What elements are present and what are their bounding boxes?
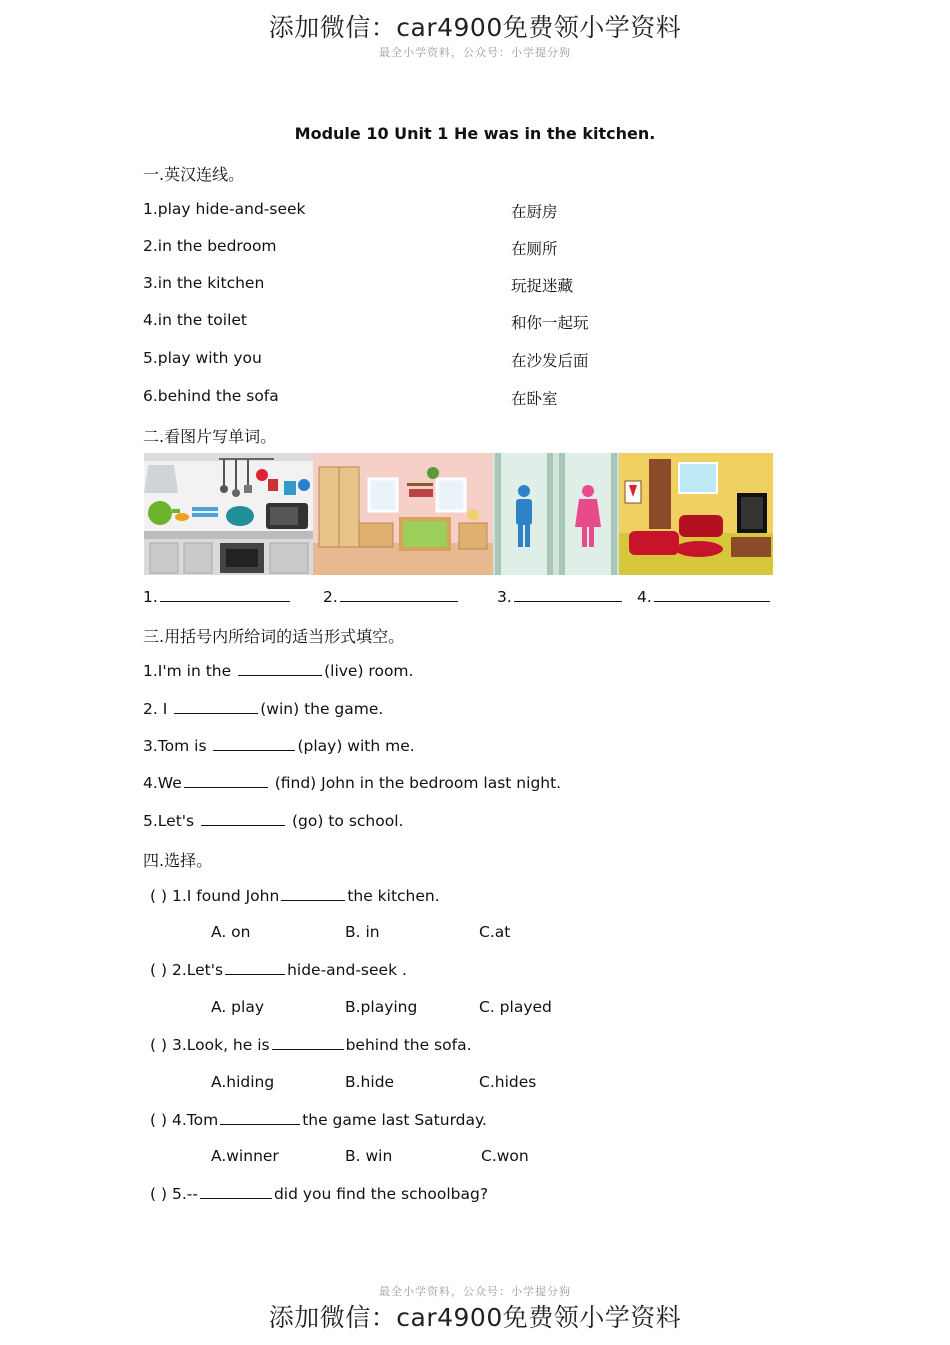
choice-4-option-c[interactable]: C.won bbox=[481, 1147, 529, 1165]
picture-answer-3[interactable]: 3. bbox=[497, 587, 624, 606]
fill-blank-4[interactable] bbox=[184, 773, 268, 788]
match-english-5: 5.play with you bbox=[143, 349, 262, 367]
choice-1-option-c[interactable]: C.at bbox=[479, 923, 511, 941]
section-4-heading: 四.选择。 bbox=[143, 851, 213, 870]
picture-answer-4[interactable]: 4. bbox=[637, 587, 772, 606]
bedroom-picture bbox=[313, 453, 493, 575]
toilet-picture bbox=[493, 453, 619, 575]
match-english-4: 4.in the toilet bbox=[143, 311, 247, 329]
match-chinese-1: 在厨房 bbox=[511, 203, 558, 221]
faint-footer: 最全小学资料，公众号：小学提分狗 bbox=[379, 1285, 571, 1298]
section-1-heading: 一.英汉连线。 bbox=[143, 165, 245, 184]
picture-answer-1[interactable]: 1. bbox=[143, 587, 292, 606]
fill-item-2: 2. I (win) the game. bbox=[143, 700, 384, 718]
choice-3-option-c[interactable]: C.hides bbox=[479, 1073, 537, 1091]
match-english-2: 2.in the bedroom bbox=[143, 237, 277, 255]
choice-3-option-b[interactable]: B.hide bbox=[345, 1073, 395, 1091]
choice-1-option-b[interactable]: B. in bbox=[345, 923, 380, 941]
answer-parenthesis[interactable]: ( ) bbox=[150, 961, 168, 979]
match-chinese-2: 在厕所 bbox=[511, 240, 558, 258]
fill-blank-2[interactable] bbox=[174, 699, 258, 714]
choice-4-option-a[interactable]: A.winner bbox=[211, 1147, 279, 1165]
choice-2-option-a[interactable]: A. play bbox=[211, 998, 265, 1016]
match-english-6: 6.behind the sofa bbox=[143, 387, 279, 405]
picture-answer-2[interactable]: 2. bbox=[323, 587, 460, 606]
fill-item-1: 1.I'm in the (live) room. bbox=[143, 662, 414, 680]
fill-item-4: 4.We (find) John in the bedroom last night. bbox=[143, 774, 562, 792]
choice-question-4: ( ) 4.Tom the game last Saturday. bbox=[150, 1111, 487, 1129]
match-chinese-6: 在卧室 bbox=[511, 390, 558, 408]
choice-1-option-a[interactable]: A. on bbox=[211, 923, 251, 941]
answer-parenthesis[interactable]: ( ) bbox=[150, 887, 168, 905]
answer-parenthesis[interactable]: ( ) bbox=[150, 1036, 168, 1054]
choice-question-2: ( ) 2.Let's hide-and-seek . bbox=[150, 961, 407, 979]
answer-parenthesis[interactable]: ( ) bbox=[150, 1111, 168, 1129]
choice-2-option-b[interactable]: B.playing bbox=[345, 998, 418, 1016]
worksheet-title: Module 10 Unit 1 He was in the kitchen. bbox=[294, 124, 656, 143]
faint-header: 最全小学资料，公众号：小学提分狗 bbox=[379, 46, 571, 59]
section-3-heading: 三.用括号内所给词的适当形式填空。 bbox=[143, 627, 405, 646]
match-chinese-4: 和你一起玩 bbox=[511, 314, 589, 332]
section-2-heading: 二.看图片写单词。 bbox=[143, 427, 277, 446]
fill-blank-3[interactable] bbox=[213, 736, 295, 751]
choice-3-option-a[interactable]: A.hiding bbox=[211, 1073, 275, 1091]
match-chinese-3: 玩捉迷藏 bbox=[511, 277, 574, 295]
fill-item-5: 5.Let's (go) to school. bbox=[143, 812, 404, 830]
choice-2-option-c[interactable]: C. played bbox=[479, 998, 552, 1016]
fill-blank-5[interactable] bbox=[201, 811, 285, 826]
fill-item-3: 3.Tom is (play) with me. bbox=[143, 737, 415, 755]
fill-blank-1[interactable] bbox=[238, 661, 322, 676]
answer-parenthesis[interactable]: ( ) bbox=[150, 1185, 168, 1203]
choice-question-3: ( ) 3.Look, he is behind the sofa. bbox=[150, 1036, 472, 1054]
choice-question-5: ( ) 5.-- did you find the schoolbag? bbox=[150, 1185, 489, 1203]
picture-strip bbox=[144, 453, 773, 575]
match-english-3: 3.in the kitchen bbox=[143, 274, 265, 292]
top-banner: 添加微信：car4900免费领小学资料 bbox=[268, 13, 682, 42]
living-room-picture bbox=[619, 453, 773, 575]
kitchen-picture bbox=[144, 453, 313, 575]
choice-4-option-b[interactable]: B. win bbox=[345, 1147, 393, 1165]
match-english-1: 1.play hide-and-seek bbox=[143, 200, 306, 218]
match-chinese-5: 在沙发后面 bbox=[511, 352, 589, 370]
choice-question-1: ( ) 1.I found John the kitchen. bbox=[150, 887, 440, 905]
bottom-banner: 添加微信：car4900免费领小学资料 bbox=[268, 1303, 682, 1332]
